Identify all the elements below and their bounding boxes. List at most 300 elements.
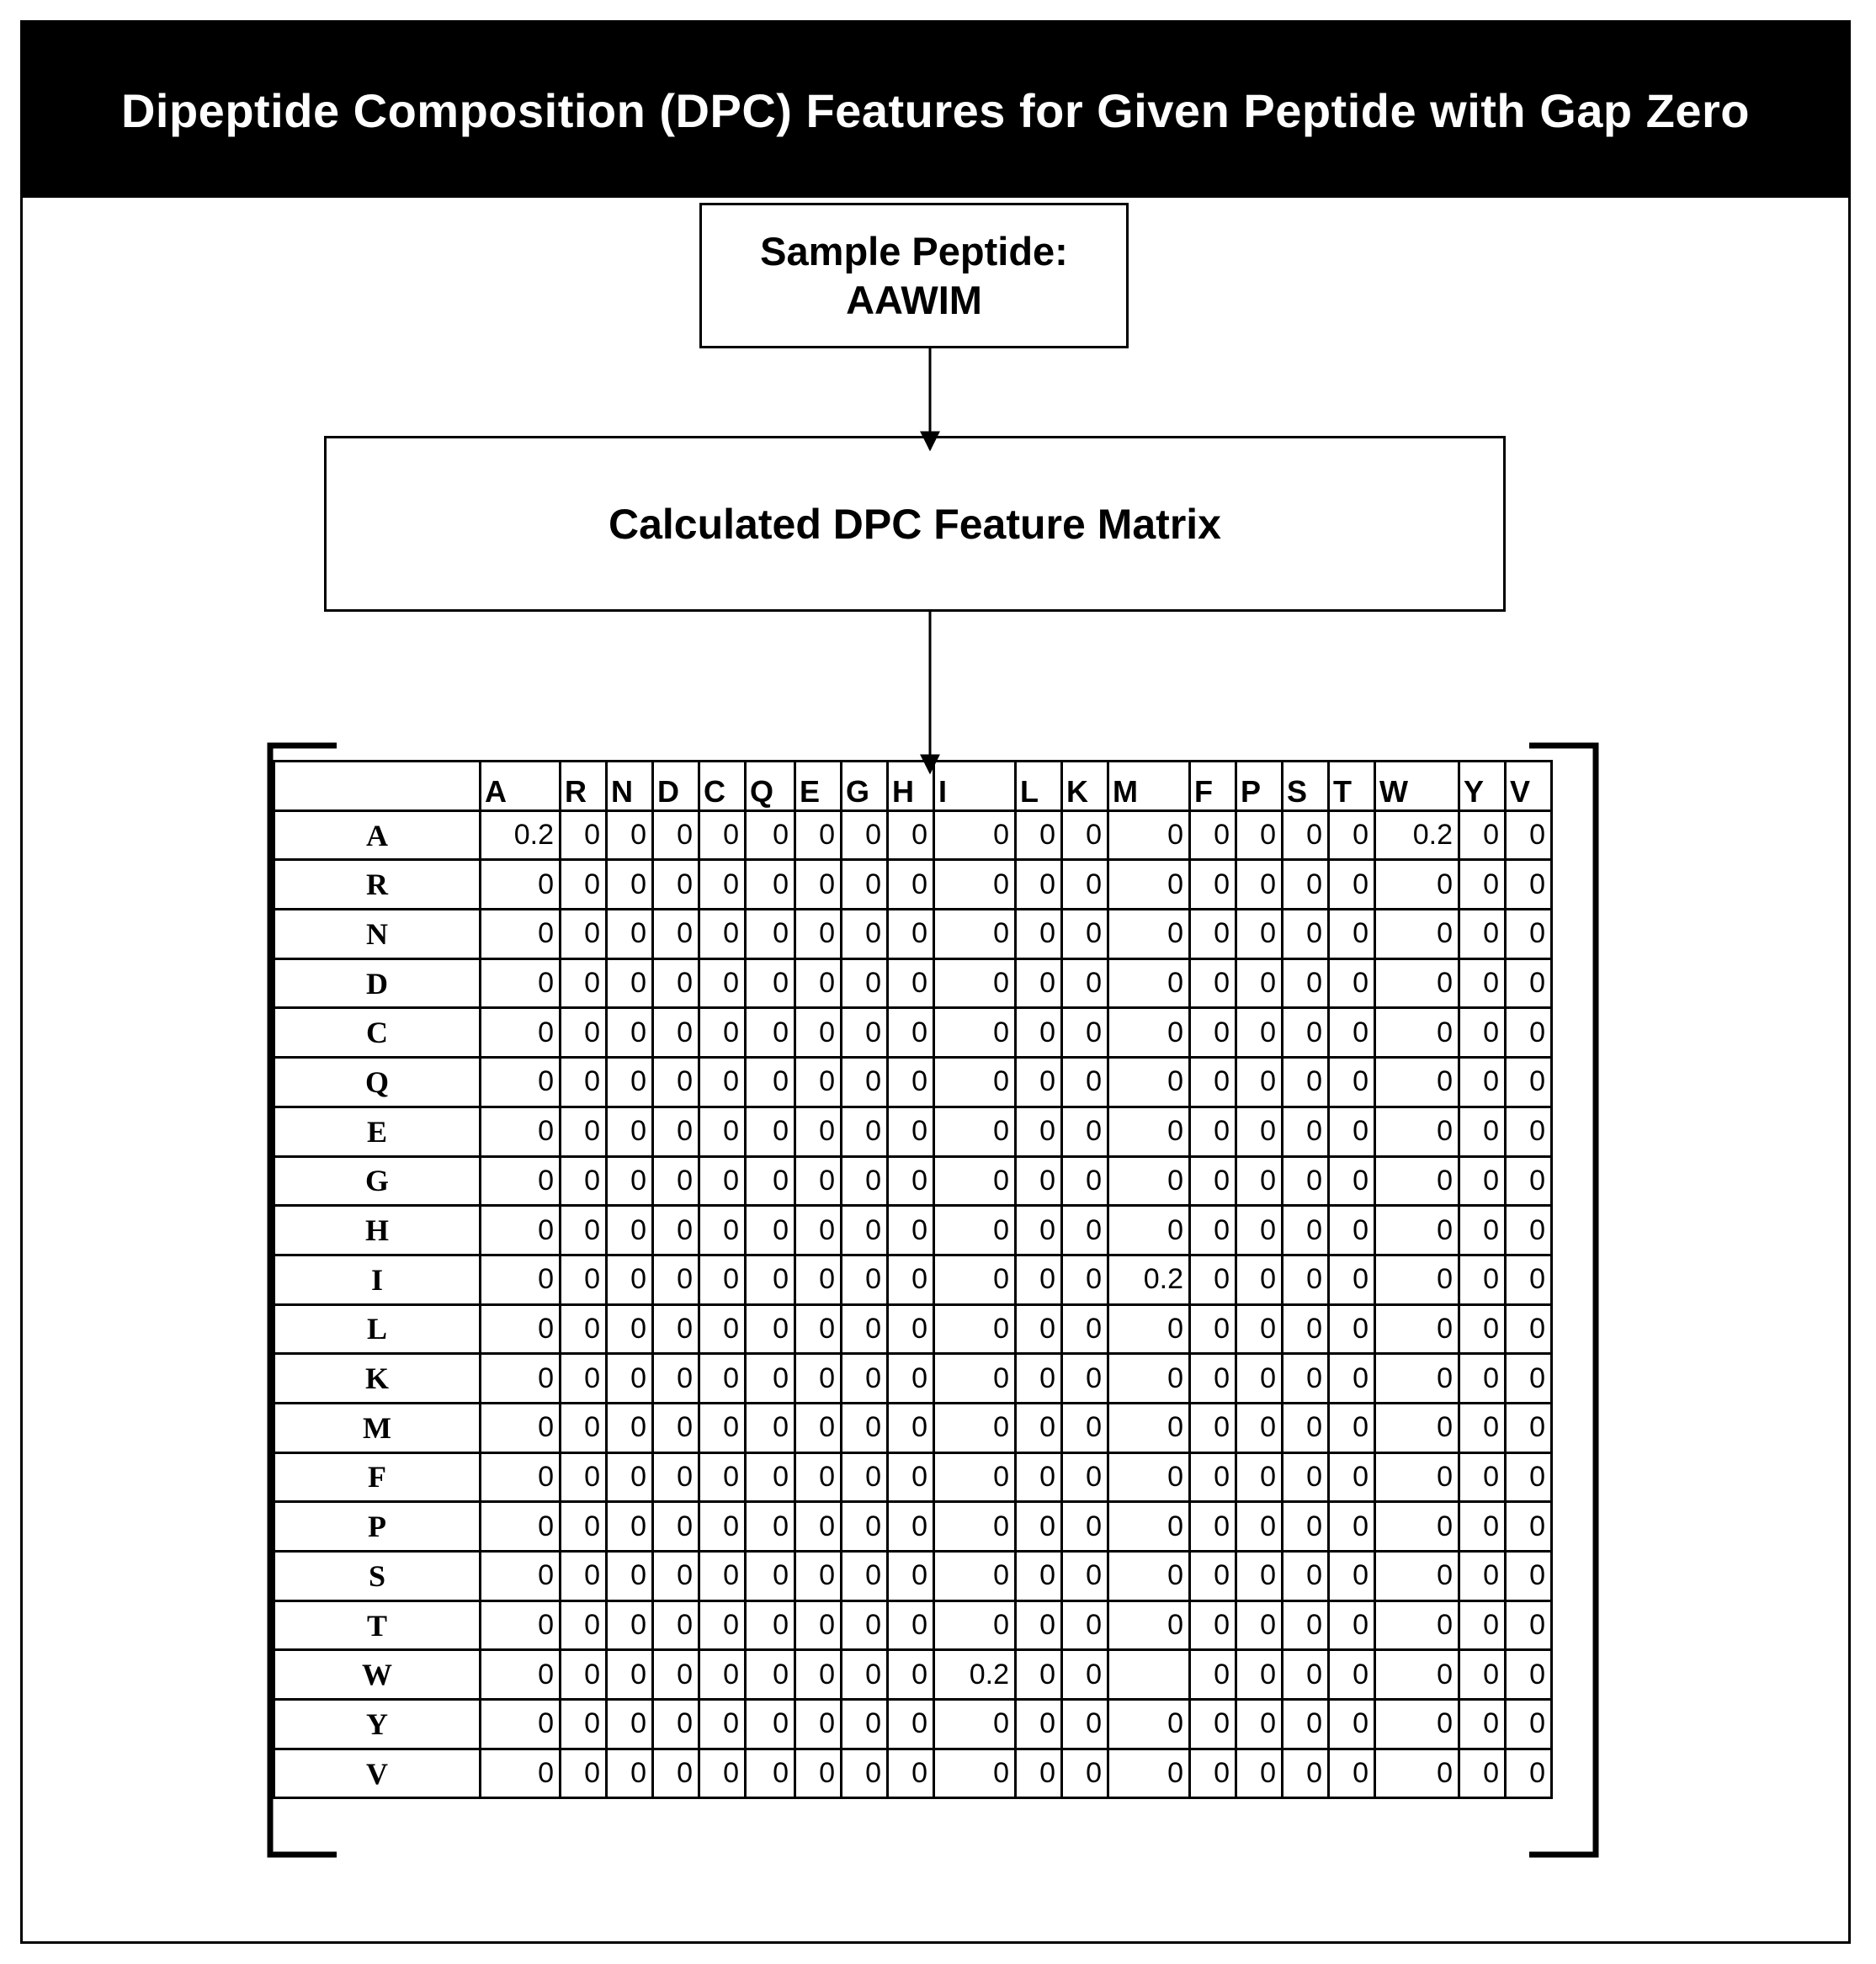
matrix-cell: 0 (607, 1206, 653, 1255)
matrix-cell: 0 (561, 1354, 607, 1404)
matrix-cell: 0 (1283, 1502, 1329, 1552)
matrix-cell: 0 (1062, 1156, 1108, 1206)
matrix-cell: 0 (1459, 1304, 1506, 1354)
matrix-cell: 0 (934, 1354, 1016, 1404)
matrix-cell (1108, 1650, 1190, 1700)
matrix-cell: 0 (1190, 810, 1236, 860)
row-header-h: H (274, 1206, 481, 1255)
matrix-cell: 0 (795, 1206, 842, 1255)
matrix-cell: 0 (1459, 1403, 1506, 1452)
matrix-cell: 0 (481, 1255, 561, 1304)
matrix-cell: 0 (699, 910, 746, 959)
matrix-cell: 0 (1283, 860, 1329, 910)
matrix-cell: 0 (1190, 1403, 1236, 1452)
matrix-cell: 0 (1016, 1206, 1062, 1255)
matrix-cell: 0 (1459, 1600, 1506, 1650)
matrix-cell: 0 (1190, 1502, 1236, 1552)
matrix-cell: 0 (699, 1700, 746, 1749)
matrix-cell: 0 (888, 1452, 934, 1502)
matrix-cell: 0 (1329, 1502, 1375, 1552)
matrix-cell: 0 (888, 1749, 934, 1798)
matrix-cell: 0 (1459, 1552, 1506, 1601)
matrix-cell: 0 (1375, 1107, 1459, 1156)
column-header-c: C (699, 762, 746, 811)
matrix-cell: 0 (1375, 1552, 1459, 1601)
matrix-cell: 0 (1506, 1403, 1552, 1452)
matrix-cell: 0 (1459, 860, 1506, 910)
matrix-cell: 0 (561, 1700, 607, 1749)
matrix-cell: 0 (1329, 860, 1375, 910)
matrix-row-t (274, 1600, 1552, 1650)
matrix-cell: 0 (1016, 860, 1062, 910)
row-header-f: F (274, 1452, 481, 1502)
row-header-a: A (274, 810, 481, 860)
matrix-cell: 0 (888, 1156, 934, 1206)
matrix-cell: 0 (1236, 1552, 1283, 1601)
matrix-cell: 0 (1236, 1107, 1283, 1156)
matrix-row-m (274, 1403, 1552, 1452)
matrix-cell: 0 (1459, 1206, 1506, 1255)
row-header-n: N (274, 910, 481, 959)
matrix-cell: 0 (1108, 810, 1190, 860)
matrix-cell: 0 (888, 1354, 934, 1404)
matrix-cell: 0 (934, 1304, 1016, 1354)
matrix-cell: 0 (842, 1304, 888, 1354)
row-header-v: V (274, 1749, 481, 1798)
matrix-cell: 0 (607, 910, 653, 959)
matrix-cell: 0 (1190, 1206, 1236, 1255)
matrix-cell: 0 (746, 1600, 795, 1650)
matrix-cell: 0 (561, 1749, 607, 1798)
matrix-row-r (274, 860, 1552, 910)
matrix-cell: 0 (1016, 1304, 1062, 1354)
row-header-g: G (274, 1156, 481, 1206)
matrix-cell: 0 (934, 1107, 1016, 1156)
matrix-row-f (274, 1452, 1552, 1502)
matrix-cell: 0 (481, 958, 561, 1008)
matrix-cell: 0 (1062, 860, 1108, 910)
matrix-cell: 0 (842, 1403, 888, 1452)
matrix-cell: 0 (746, 1452, 795, 1502)
matrix-cell: 0 (1062, 1502, 1108, 1552)
matrix-cell: 0 (699, 1403, 746, 1452)
matrix-cell: 0 (699, 1354, 746, 1404)
matrix-cell: 0 (1283, 1304, 1329, 1354)
matrix-cell: 0 (1329, 1255, 1375, 1304)
matrix-cell: 0 (842, 958, 888, 1008)
matrix-row-a (274, 810, 1552, 860)
matrix-cell: 0 (1375, 1255, 1459, 1304)
column-header-f: F (1190, 762, 1236, 811)
matrix-cell: 0 (699, 1156, 746, 1206)
matrix-cell: 0 (1236, 1304, 1283, 1354)
matrix-cell: 0 (1108, 860, 1190, 910)
matrix-cell: 0 (1329, 1156, 1375, 1206)
matrix-cell: 0 (1062, 1452, 1108, 1502)
matrix-cell: 0.2 (1375, 810, 1459, 860)
matrix-cell: 0 (795, 1156, 842, 1206)
matrix-cell: 0 (699, 1304, 746, 1354)
matrix-cell: 0 (888, 1650, 934, 1700)
matrix-row-e (274, 1107, 1552, 1156)
matrix-cell: 0 (653, 1206, 699, 1255)
matrix-cell: 0 (1016, 1255, 1062, 1304)
column-header-r: R (561, 762, 607, 811)
column-header-q: Q (746, 762, 795, 811)
matrix-cell: 0 (1236, 1058, 1283, 1107)
matrix-cell: 0 (1283, 1700, 1329, 1749)
matrix-cell: 0 (934, 1008, 1016, 1058)
matrix-cell: 0 (1108, 1008, 1190, 1058)
matrix-cell: 0 (561, 1650, 607, 1700)
matrix-cell: 0 (1329, 810, 1375, 860)
matrix-cell: 0 (1506, 860, 1552, 910)
matrix-cell: 0 (699, 1107, 746, 1156)
matrix-cell: 0 (1506, 1206, 1552, 1255)
matrix-cell: 0 (1108, 1502, 1190, 1552)
matrix-cell: 0 (934, 910, 1016, 959)
matrix-cell: 0 (1062, 1403, 1108, 1452)
row-header-q: Q (274, 1058, 481, 1107)
matrix-cell: 0 (1459, 1354, 1506, 1404)
matrix-cell: 0 (1375, 1749, 1459, 1798)
matrix-cell: 0 (1506, 1058, 1552, 1107)
matrix-cell: 0 (653, 1354, 699, 1404)
matrix-cell: 0 (1236, 958, 1283, 1008)
matrix-cell: 0 (795, 1255, 842, 1304)
matrix-cell: 0 (699, 1650, 746, 1700)
row-header-p: P (274, 1502, 481, 1552)
matrix-cell: 0 (842, 1354, 888, 1404)
column-header-n: N (607, 762, 653, 811)
row-header-d: D (274, 958, 481, 1008)
matrix-cell: 0 (1329, 958, 1375, 1008)
matrix-cell: 0 (1236, 1749, 1283, 1798)
matrix-cell: 0 (795, 1403, 842, 1452)
matrix-cell: 0 (1016, 1650, 1062, 1700)
matrix-cell: 0 (1016, 1403, 1062, 1452)
matrix-cell: 0 (1236, 1700, 1283, 1749)
matrix-cell: 0 (561, 1452, 607, 1502)
column-header-w: W (1375, 762, 1459, 811)
matrix-cell: 0 (888, 958, 934, 1008)
matrix-cell: 0 (561, 1008, 607, 1058)
matrix-cell: 0 (1236, 1008, 1283, 1058)
matrix-cell: 0 (795, 1452, 842, 1502)
matrix-cell: 0 (1506, 1304, 1552, 1354)
matrix-cell: 0 (746, 860, 795, 910)
matrix-cell: 0 (1329, 1206, 1375, 1255)
matrix-cell: 0 (1190, 1156, 1236, 1206)
matrix-cell: 0 (1108, 1206, 1190, 1255)
matrix-cell: 0 (746, 1156, 795, 1206)
matrix-cell: 0 (561, 1304, 607, 1354)
matrix-cell: 0 (1283, 1552, 1329, 1601)
matrix-cell: 0 (1236, 1156, 1283, 1206)
matrix-cell: 0 (795, 910, 842, 959)
matrix-cell: 0 (1016, 910, 1062, 959)
matrix-cell: 0 (1190, 1058, 1236, 1107)
matrix-cell: 0 (1190, 958, 1236, 1008)
matrix-cell: 0 (699, 958, 746, 1008)
matrix-cell: 0 (746, 1304, 795, 1354)
matrix-cell: 0 (607, 1403, 653, 1452)
matrix-cell: 0 (1016, 1107, 1062, 1156)
matrix-cell: 0 (1329, 1058, 1375, 1107)
matrix-cell: 0 (1016, 958, 1062, 1008)
matrix-cell: 0 (1108, 958, 1190, 1008)
matrix-cell: 0 (1375, 1650, 1459, 1700)
matrix-cell: 0 (699, 1452, 746, 1502)
matrix-row-d (274, 958, 1552, 1008)
matrix-cell: 0 (888, 1552, 934, 1601)
dpc-feature-matrix (273, 760, 1553, 1799)
matrix-cell: 0 (1190, 1008, 1236, 1058)
row-header-t: T (274, 1600, 481, 1650)
column-header-d: D (653, 762, 699, 811)
matrix-cell: 0 (1283, 910, 1329, 959)
matrix-row-c (274, 1008, 1552, 1058)
row-header-i: I (274, 1255, 481, 1304)
matrix-cell: 0 (1236, 1650, 1283, 1700)
matrix-cell: 0 (699, 1008, 746, 1058)
matrix-cell: 0 (561, 1156, 607, 1206)
matrix-cell: 0 (795, 810, 842, 860)
matrix-cell: 0 (1375, 1058, 1459, 1107)
matrix-cell: 0 (1236, 910, 1283, 959)
matrix-cell: 0 (1329, 910, 1375, 959)
matrix-cell: 0 (1375, 958, 1459, 1008)
matrix-cell: 0 (1506, 1552, 1552, 1601)
matrix-cell: 0 (888, 810, 934, 860)
matrix-cell: 0 (1506, 810, 1552, 860)
matrix-cell: 0 (1329, 1749, 1375, 1798)
matrix-cell: 0 (561, 1107, 607, 1156)
matrix-cell: 0 (1506, 1600, 1552, 1650)
matrix-cell: 0 (653, 810, 699, 860)
row-header-l: L (274, 1304, 481, 1354)
matrix-cell: 0 (1016, 1058, 1062, 1107)
matrix-cell: 0 (934, 1255, 1016, 1304)
matrix-label: Calculated DPC Feature Matrix (609, 500, 1221, 548)
matrix-cell: 0 (842, 1552, 888, 1601)
matrix-cell: 0 (1283, 1354, 1329, 1404)
matrix-cell: 0 (653, 860, 699, 910)
matrix-cell: 0 (1190, 1304, 1236, 1354)
matrix-cell: 0 (888, 1255, 934, 1304)
matrix-cell: 0 (1016, 1502, 1062, 1552)
matrix-cell: 0 (561, 1206, 607, 1255)
matrix-row-n (274, 910, 1552, 959)
matrix-cell: 0 (1459, 1452, 1506, 1502)
matrix-cell: 0 (1062, 1552, 1108, 1601)
matrix-cell: 0 (1108, 1700, 1190, 1749)
row-header-w: W (274, 1650, 481, 1700)
matrix-cell: 0 (795, 1107, 842, 1156)
matrix-cell: 0 (842, 1700, 888, 1749)
matrix-cell: 0 (1108, 910, 1190, 959)
matrix-cell: 0 (1062, 1008, 1108, 1058)
matrix-row-s (274, 1552, 1552, 1601)
matrix-cell: 0 (795, 860, 842, 910)
matrix-cell: 0 (746, 810, 795, 860)
matrix-cell: 0 (1108, 1452, 1190, 1502)
matrix-cell: 0 (1459, 958, 1506, 1008)
matrix-cell: 0 (653, 1600, 699, 1650)
matrix-cell: 0 (1016, 810, 1062, 860)
matrix-cell: 0 (1062, 1600, 1108, 1650)
matrix-cell: 0 (607, 1700, 653, 1749)
matrix-cell: 0 (481, 1502, 561, 1552)
matrix-cell: 0 (607, 810, 653, 860)
matrix-cell: 0 (746, 910, 795, 959)
matrix-cell: 0 (1329, 1304, 1375, 1354)
matrix-cell: 0 (561, 860, 607, 910)
matrix-cell: 0 (746, 1354, 795, 1404)
matrix-cell: 0 (888, 1008, 934, 1058)
matrix-cell: 0 (795, 1058, 842, 1107)
matrix-cell: 0 (842, 1600, 888, 1650)
matrix-cell: 0 (1459, 1650, 1506, 1700)
matrix-cell: 0 (888, 1107, 934, 1156)
matrix-cell: 0 (934, 1700, 1016, 1749)
matrix-cell: 0 (1190, 860, 1236, 910)
matrix-cell: 0 (481, 1304, 561, 1354)
matrix-cell: 0 (795, 1552, 842, 1601)
matrix-cell: 0 (934, 1058, 1016, 1107)
matrix-cell: 0 (699, 810, 746, 860)
matrix-cell: 0 (1375, 1304, 1459, 1354)
matrix-cell: 0 (1283, 810, 1329, 860)
matrix-cell: 0 (888, 1403, 934, 1452)
matrix-cell: 0 (1375, 860, 1459, 910)
matrix-cell: 0 (1190, 1552, 1236, 1601)
matrix-cell: 0 (1375, 1403, 1459, 1452)
matrix-cell: 0 (746, 1058, 795, 1107)
matrix-cell: 0 (842, 1008, 888, 1058)
matrix-cell: 0 (1459, 810, 1506, 860)
matrix-cell: 0 (607, 1058, 653, 1107)
matrix-cell: 0 (1506, 1749, 1552, 1798)
matrix-cell: 0 (1062, 1255, 1108, 1304)
matrix-cell: 0 (1108, 1354, 1190, 1404)
matrix-cell: 0 (481, 910, 561, 959)
matrix-cell: 0 (1062, 1058, 1108, 1107)
matrix-cell: 0 (795, 1304, 842, 1354)
matrix-cell: 0 (607, 1749, 653, 1798)
matrix-cell: 0 (653, 1452, 699, 1502)
matrix-cell: 0 (607, 1107, 653, 1156)
matrix-cell: 0 (1108, 1749, 1190, 1798)
matrix-cell: 0 (481, 1452, 561, 1502)
matrix-cell: 0 (1375, 1502, 1459, 1552)
matrix-cell: 0 (1329, 1008, 1375, 1058)
matrix-cell: 0 (1283, 1452, 1329, 1502)
matrix-cell: 0 (934, 1552, 1016, 1601)
matrix-cell: 0 (653, 1700, 699, 1749)
matrix-cell: 0 (842, 810, 888, 860)
matrix-cell: 0 (1016, 1552, 1062, 1601)
column-header-p: P (1236, 762, 1283, 811)
matrix-cell: 0 (699, 1255, 746, 1304)
matrix-cell: 0 (1108, 1304, 1190, 1354)
matrix-row-h (274, 1206, 1552, 1255)
matrix-cell: 0 (1190, 1600, 1236, 1650)
matrix-cell: 0 (795, 958, 842, 1008)
matrix-cell: 0 (607, 1600, 653, 1650)
matrix-cell: 0 (1016, 1354, 1062, 1404)
matrix-cell: 0 (699, 1600, 746, 1650)
matrix-cell: 0 (888, 1700, 934, 1749)
matrix-cell: 0 (842, 1107, 888, 1156)
matrix-cell: 0 (842, 1156, 888, 1206)
matrix-cell: 0 (1459, 1502, 1506, 1552)
matrix-cell: 0 (653, 1403, 699, 1452)
matrix-cell: 0.2 (481, 810, 561, 860)
matrix-cell: 0 (481, 1008, 561, 1058)
matrix-cell: 0 (1459, 910, 1506, 959)
matrix-cell: 0 (1236, 1452, 1283, 1502)
matrix-cell: 0 (746, 1650, 795, 1700)
matrix-cell: 0 (1375, 1354, 1459, 1404)
matrix-cell: 0 (1506, 1452, 1552, 1502)
matrix-cell: 0 (888, 1600, 934, 1650)
matrix-cell: 0 (481, 1600, 561, 1650)
matrix-header-row (274, 762, 1552, 811)
matrix-cell: 0 (561, 1255, 607, 1304)
matrix-cell: 0 (481, 1206, 561, 1255)
matrix-cell: 0 (1190, 1452, 1236, 1502)
matrix-cell: 0 (1329, 1700, 1375, 1749)
matrix-cell: 0 (481, 1156, 561, 1206)
matrix-cell: 0 (607, 1255, 653, 1304)
matrix-row-k (274, 1354, 1552, 1404)
matrix-cell: 0 (795, 1749, 842, 1798)
matrix-row-i (274, 1255, 1552, 1304)
matrix-cell: 0 (1506, 1107, 1552, 1156)
matrix-cell: 0 (934, 1749, 1016, 1798)
matrix-cell: 0 (1236, 860, 1283, 910)
column-header-e: E (795, 762, 842, 811)
matrix-cell: 0 (1506, 1502, 1552, 1552)
matrix-cell: 0 (1459, 1156, 1506, 1206)
column-header-m: M (1108, 762, 1190, 811)
matrix-cell: 0 (746, 1403, 795, 1452)
matrix-cell: 0 (888, 860, 934, 910)
matrix-cell: 0 (1108, 1600, 1190, 1650)
column-header-s: S (1283, 762, 1329, 811)
matrix-cell: 0 (1375, 1600, 1459, 1650)
matrix-cell: 0 (1190, 1107, 1236, 1156)
matrix-cell: 0 (699, 860, 746, 910)
matrix-cell: 0 (1329, 1452, 1375, 1502)
matrix-cell: 0 (746, 1206, 795, 1255)
matrix-cell: 0 (1375, 1452, 1459, 1502)
matrix-cell: 0 (699, 1552, 746, 1601)
matrix-cell: 0 (561, 1552, 607, 1601)
matrix-cell: 0 (1329, 1552, 1375, 1601)
matrix-cell: 0 (1236, 810, 1283, 860)
matrix-cell: 0 (561, 1600, 607, 1650)
column-header-k: K (1062, 762, 1108, 811)
matrix-cell: 0 (1190, 910, 1236, 959)
matrix-cell: 0 (1190, 1749, 1236, 1798)
matrix-cell: 0 (1506, 1156, 1552, 1206)
matrix-cell: 0 (1459, 1107, 1506, 1156)
matrix-cell: 0 (746, 1008, 795, 1058)
matrix-cell: 0 (1459, 1700, 1506, 1749)
matrix-cell: 0 (934, 810, 1016, 860)
